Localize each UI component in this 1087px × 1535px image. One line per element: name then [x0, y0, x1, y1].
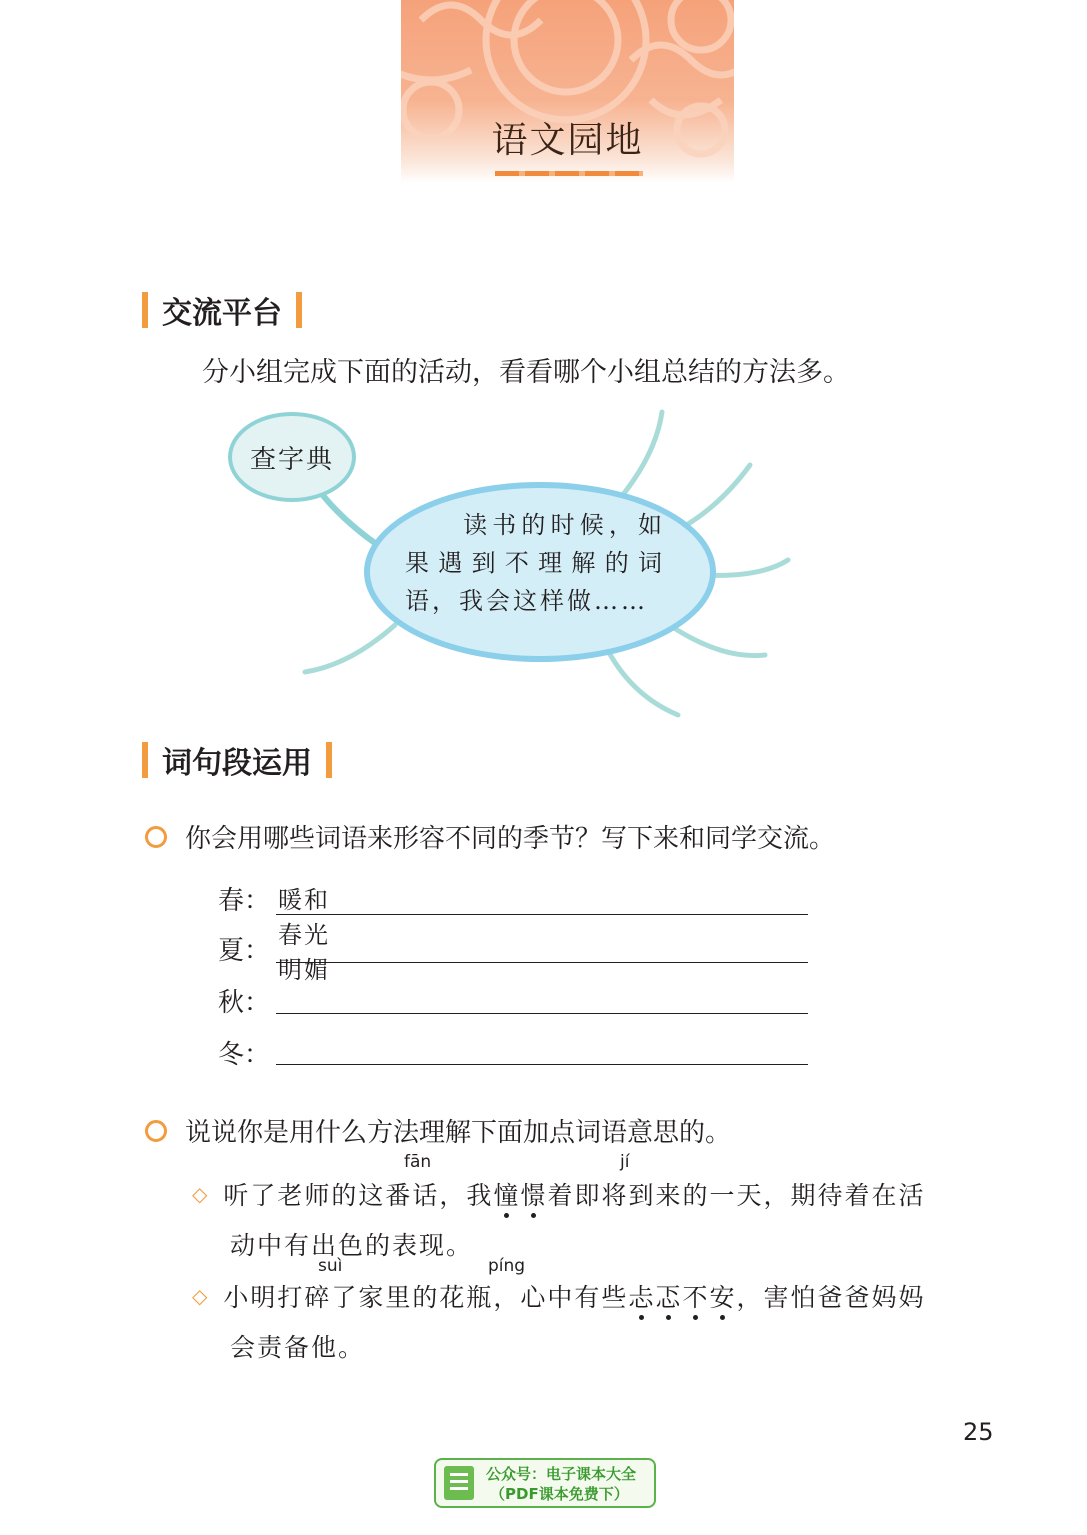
- heading-bar: [142, 292, 148, 328]
- diamond-bullet-icon: ◇: [192, 1284, 210, 1308]
- season-answer: 暖和 春光明媚: [278, 886, 356, 984]
- season-label: 春：: [218, 886, 271, 916]
- answer-line[interactable]: [276, 962, 808, 963]
- question-1: [145, 818, 835, 855]
- footer-line-1: 公众号：电子课本大全: [486, 1465, 637, 1483]
- sentence-part: 听了老师的这番话，我: [223, 1181, 494, 1210]
- example-sentence-1: [192, 1176, 925, 1212]
- heading-bar: [326, 742, 332, 778]
- center-bubble-text: [405, 506, 665, 620]
- dotted-char: 安: [709, 1283, 737, 1312]
- question-2: [145, 1112, 731, 1149]
- season-label: 冬：: [218, 1040, 271, 1070]
- page-number: 25: [963, 1418, 994, 1446]
- answer-line[interactable]: [276, 1013, 808, 1014]
- dotted-word-group: [628, 1283, 736, 1312]
- dotted-char: 忑: [655, 1283, 683, 1312]
- sentence-part: 小明打碎了家里的花瓶，心中有些: [223, 1283, 629, 1312]
- dotted-char: 憧: [493, 1181, 521, 1210]
- footer-badge: [434, 1458, 656, 1508]
- sentence-part: 着即将到来的一天，期待着在活: [547, 1181, 926, 1210]
- heading-bar: [142, 742, 148, 778]
- pinyin-ji: jí: [620, 1152, 630, 1172]
- sentence-part: ，害怕爸爸妈妈: [736, 1283, 926, 1312]
- section-heading-usage: [142, 738, 332, 782]
- dotted-word: [493, 1181, 547, 1210]
- question-text: 你会用哪些词语来形容不同的季节？写下来和同学交流。: [185, 824, 836, 854]
- example-sentence-1-continued: 动中有出色的表现。: [230, 1231, 474, 1260]
- pinyin-fan: fān: [404, 1152, 432, 1172]
- diamond-bullet-icon: ◇: [192, 1182, 210, 1206]
- question-circle-icon: [145, 1120, 167, 1142]
- heading-bar: [296, 292, 302, 328]
- example-sentence-2: [192, 1278, 925, 1314]
- mindmap-bubble-dictionary: [228, 412, 356, 502]
- footer-line-2: （PDF课本免费下）: [490, 1485, 629, 1503]
- page-title: 语文园地: [491, 120, 644, 161]
- section-heading-text: 词句段运用: [162, 746, 312, 781]
- section-heading-exchange: [142, 288, 302, 332]
- answer-line[interactable]: [276, 1064, 808, 1065]
- bubble-label: 查字典: [249, 444, 334, 475]
- season-label: 秋：: [218, 988, 271, 1018]
- dotted-char: 忐: [628, 1283, 656, 1312]
- title-underline: [495, 171, 643, 176]
- dotted-char: 憬: [520, 1181, 548, 1210]
- activity-instruction: 分小组完成下面的活动，看看哪个小组总结的方法多。: [202, 357, 850, 388]
- book-icon: [444, 1466, 474, 1500]
- banner: [401, 0, 734, 183]
- question-text: 说说你是用什么方法理解下面加点词语意思的。: [185, 1118, 732, 1148]
- section-heading-text: 交流平台: [162, 296, 282, 331]
- center-bubble-label: 读书的时候，如果遇到不理解的词语，我会这样做……: [405, 511, 665, 615]
- pinyin-sui: suì: [318, 1256, 343, 1276]
- example-sentence-2-continued: 会责备他。: [230, 1333, 366, 1362]
- pinyin-ping: píng: [488, 1256, 526, 1276]
- dotted-char: 不: [682, 1283, 710, 1312]
- season-label: 夏：: [218, 936, 271, 966]
- question-circle-icon: [145, 826, 167, 848]
- answer-line[interactable]: [276, 914, 808, 915]
